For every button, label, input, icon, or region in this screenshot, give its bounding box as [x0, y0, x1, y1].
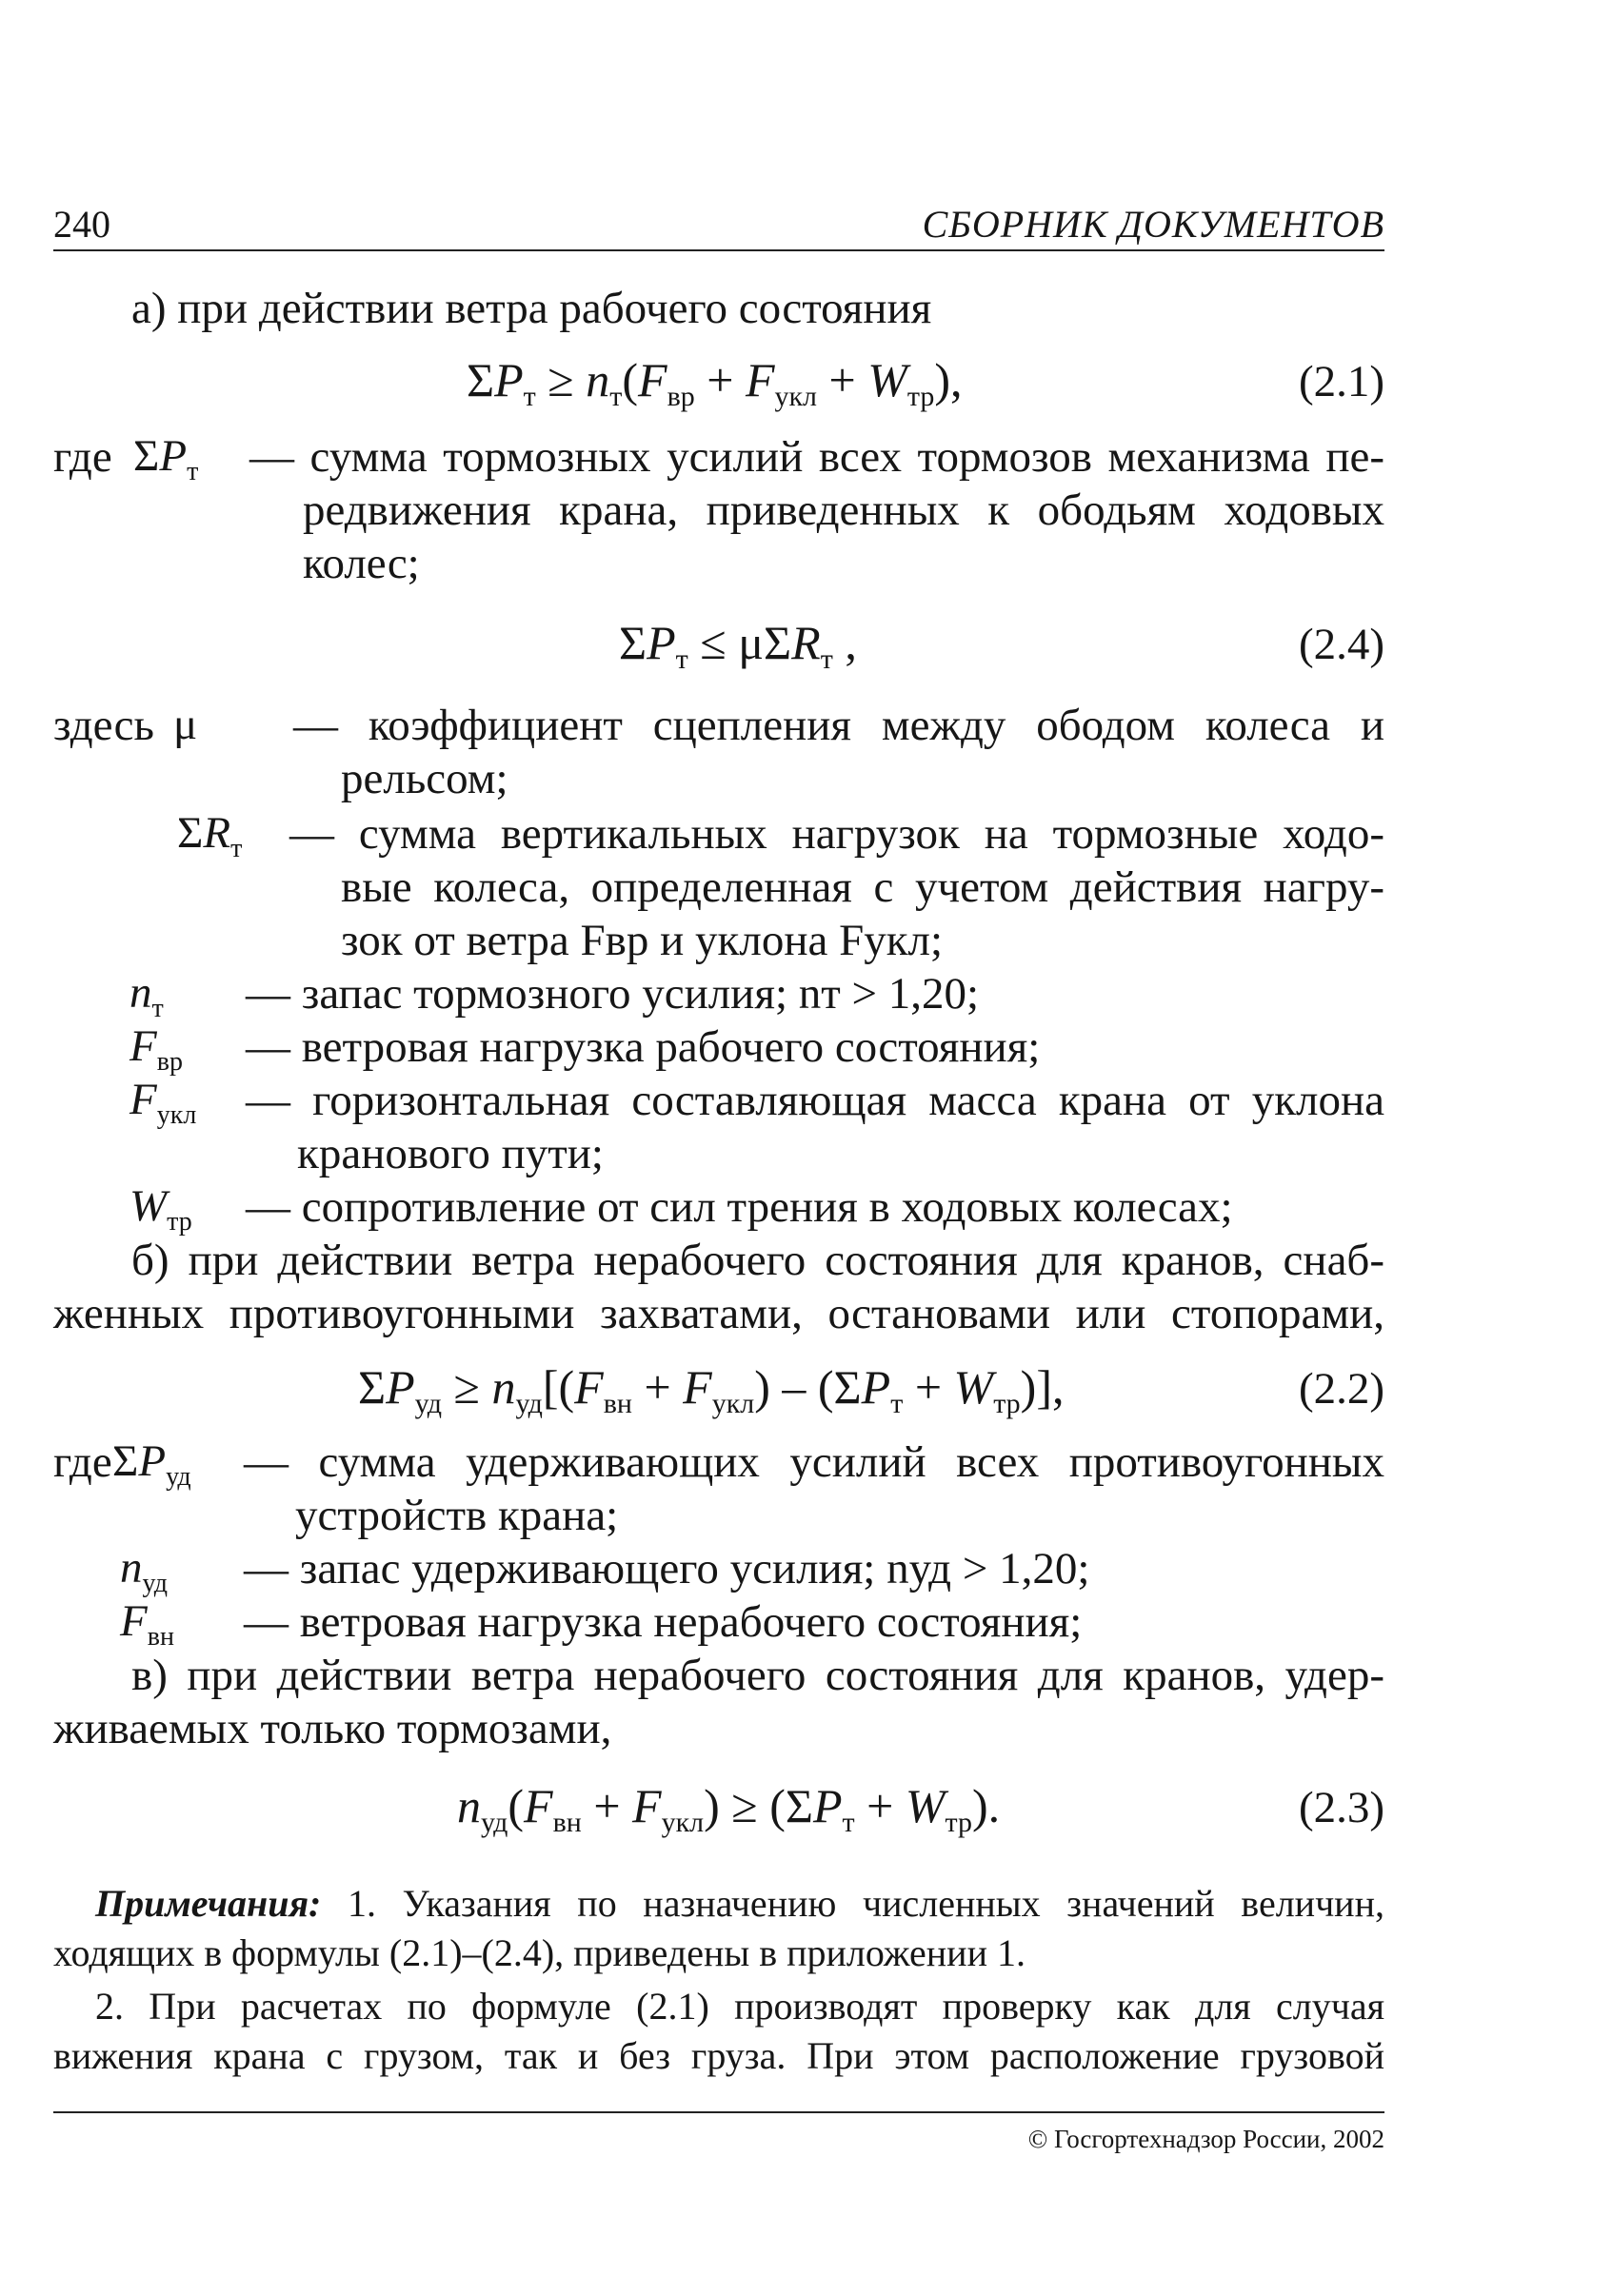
footer-rule: [53, 2111, 1384, 2113]
here-label: здесь: [53, 701, 154, 750]
eq-number-2-4: (2.4): [1298, 620, 1384, 669]
symbol-wtr: $W_{тр}$: [129, 1181, 192, 1237]
eq-number-2-3: (2.3): [1298, 1783, 1384, 1832]
note-1-line-2: ходящих в формулы (2.1)–(2.4), приведены в приложении 1.: [53, 1931, 1026, 1974]
symbol-sum-pt: $\Sigma P_т$: [133, 431, 199, 486]
def-fukl-line-2: кранового пути;: [297, 1129, 604, 1178]
def-sum-pud-line-2: устройств крана;: [295, 1491, 619, 1540]
eq-number-2-2: (2.2): [1298, 1364, 1384, 1414]
symbol-sum-pud: $\Sigma P_{уд}$: [112, 1436, 191, 1492]
section-c-intro-line-2: живаемых только тормозами,: [53, 1704, 612, 1753]
copyright: © Госгортехнадзор России, 2002: [1027, 2125, 1384, 2153]
page-number: 240: [53, 203, 110, 246]
def-sum-rt-line-1: — сумма вертикальных нагрузок на тормозные ходо-: [289, 809, 1384, 859]
note-1-line-1: [95, 1879, 1384, 1929]
symbol-fukl: $F_{укл}$: [129, 1075, 197, 1130]
running-title: СБОРНИК ДОКУМЕНТОВ: [922, 203, 1384, 246]
section-b-intro-line-2: женных противоугонными захватами, остановами или стопорами,: [53, 1289, 1384, 1338]
def-fvr: — ветровая нагрузка рабочего состояния;: [246, 1022, 1041, 1072]
symbol-mu: μ: [173, 700, 198, 749]
section-b-intro-line-1: б) при действии ветра нерабочего состояния для кранов, снаб-: [131, 1236, 1384, 1285]
def-wtr: — сопротивление от сил трения в ходовых колесах;: [246, 1182, 1233, 1232]
where-label-b: где: [53, 1437, 112, 1487]
formula-2-1: $\Sigma P_т \ge n_т(F_{вр} + F_{укл} + W_{тр})$,: [467, 353, 963, 412]
header-rule: [53, 249, 1384, 251]
eq-number-2-1: (2.1): [1298, 357, 1384, 406]
def-mu-line-2: рельсом;: [341, 754, 508, 803]
symbol-fvn: $F_{вн}$: [120, 1596, 174, 1652]
formula-2-4: $\Sigma P_т \le \mu\Sigma R_т$ ,: [619, 616, 857, 675]
notes-label: Примечания:: [95, 1882, 322, 1925]
def-sum-pt-line-2: редвижения крана, приведенных к ободьям ходовых: [303, 485, 1384, 535]
note-2-line-2: вижения крана с грузом, так и без груза. При этом расположение грузовой: [53, 2034, 1384, 2077]
def-fvn: — ветровая нагрузка нерабочего состояния;: [244, 1597, 1083, 1647]
def-sum-pud-line-1: — сумма удерживающих усилий всех противоугонных: [244, 1437, 1384, 1487]
where-label: где: [53, 432, 112, 482]
def-sum-pt-line-3: колес;: [303, 539, 420, 588]
def-fukl-line-1: — горизонтальная составляющая масса крана от уклона: [246, 1076, 1384, 1125]
symbol-fvr: $F_{вр}$: [129, 1021, 183, 1077]
def-sum-rt-line-3: зок от ветра Fвр и уклона Fукл;: [341, 916, 944, 965]
def-nt: — запас тормозного усилия; nт > 1,20;: [246, 969, 980, 1019]
note-1-line-1-text: 1. Указания по назначению численных значений величин,: [321, 1882, 1384, 1925]
formula-2-2: $\Sigma P_{уд} \ge n_{уд}[(F_{вн} + F_{укл}) - (\Sigma P_т + W_{тр})]$,: [358, 1360, 1065, 1419]
symbol-nud: $n_{уд}$: [120, 1543, 168, 1598]
note-2-line-1: 2. При расчетах по формуле (2.1) производят проверку как для случая: [95, 1985, 1384, 2028]
def-sum-rt-line-2: вые колеса, определенная с учетом действия нагру-: [341, 862, 1384, 912]
formula-2-3: $n_{уд}(F_{вн} + F_{укл}) \ge (\Sigma P_т + W_{тр})$.: [457, 1779, 1001, 1838]
symbol-nt: $n_т$: [129, 968, 164, 1023]
def-sum-pt-line-1: — сумма тормозных усилий всех тормозов механизма пе-: [249, 432, 1384, 482]
symbol-sum-rt: $\Sigma R_т$: [177, 808, 243, 863]
section-a-intro: а) при действии ветра рабочего состояния: [131, 284, 932, 333]
def-nud: — запас удерживающего усилия; nуд > 1,20;: [244, 1544, 1090, 1593]
def-mu-line-1: — коэффициент сцепления между ободом колеса и: [293, 701, 1384, 750]
section-c-intro-line-1: в) при действии ветра нерабочего состояния для кранов, удер-: [131, 1651, 1384, 1700]
